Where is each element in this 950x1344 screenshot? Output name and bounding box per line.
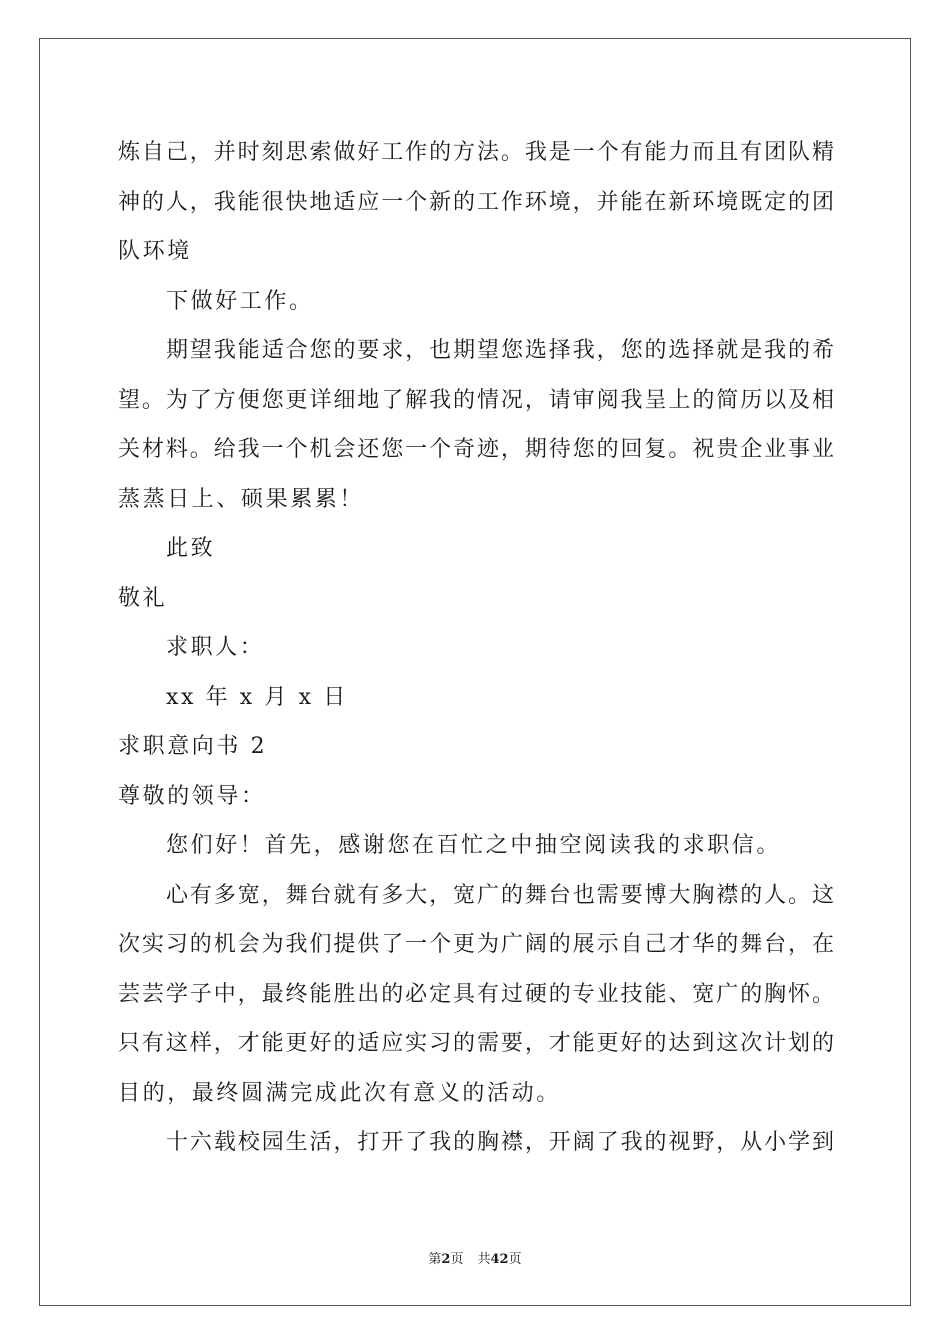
text-line: 炼自己，并时刻思索做好工作的方法。我是一个有能力而且有团队精 (118, 140, 834, 165)
text-line: 蒸蒸日上、硕果累累！ (118, 486, 365, 512)
paragraph-start: 心有多宽，舞台就有多大，宽广的舞台也需要博大胸襟的人。这 (166, 882, 834, 908)
text-line: 次实习的机会为我们提供了一个更为广阔的展示自己才华的舞台，在 (118, 932, 834, 957)
document-body (118, 128, 834, 1168)
page-prefix: 第 (428, 1252, 442, 1267)
text-line: 望。为了方便您更详细地了解我的情况，请审阅我呈上的简历以及相 (118, 387, 834, 413)
text-line: 关材料。给我一个机会还您一个奇迹，期待您的回复。祝贵企业事业 (118, 437, 834, 462)
section-title: 求职意向书 2 (118, 734, 268, 759)
paragraph-start: 您们好！首先，感谢您在百忙之中抽空阅读我的求职信。 (166, 833, 782, 858)
text-line: 目的，最终圆满完成此次有意义的活动。 (118, 1080, 561, 1106)
text-line: 芸芸学子中，最终能胜出的必定具有过硬的专业技能、宽广的胸怀。 (118, 981, 834, 1007)
text-line: 只有这样，才能更好的适应实习的需要，才能更好的达到这次计划的 (118, 1031, 834, 1056)
paragraph-start: 期望我能适合您的要求，也期望您选择我，您的选择就是我的希 (166, 338, 834, 363)
page-current: 2 (441, 1252, 451, 1267)
page-suffix: 页 (450, 1252, 464, 1267)
closing-salutation: 此致 (166, 536, 216, 561)
page-total: 42 (490, 1252, 509, 1267)
text-line: 队环境 (118, 239, 192, 264)
signature-label: 求职人： (166, 635, 265, 660)
text-line: 神的人，我能很快地适应一个新的工作环境，并能在新环境既定的团 (118, 189, 834, 215)
closing-regards: 敬礼 (118, 585, 168, 611)
total-prefix: 共 (477, 1252, 491, 1267)
greeting: 尊敬的领导： (118, 783, 266, 809)
total-suffix: 页 (508, 1252, 522, 1267)
signature-date: xx 年 x 月 x 日 (166, 684, 348, 710)
paragraph-start: 十六载校园生活，打开了我的胸襟，开阔了我的视野，从小学到 (166, 1130, 834, 1155)
text-line: 下做好工作。 (166, 288, 314, 314)
page-footer (0, 1248, 950, 1267)
